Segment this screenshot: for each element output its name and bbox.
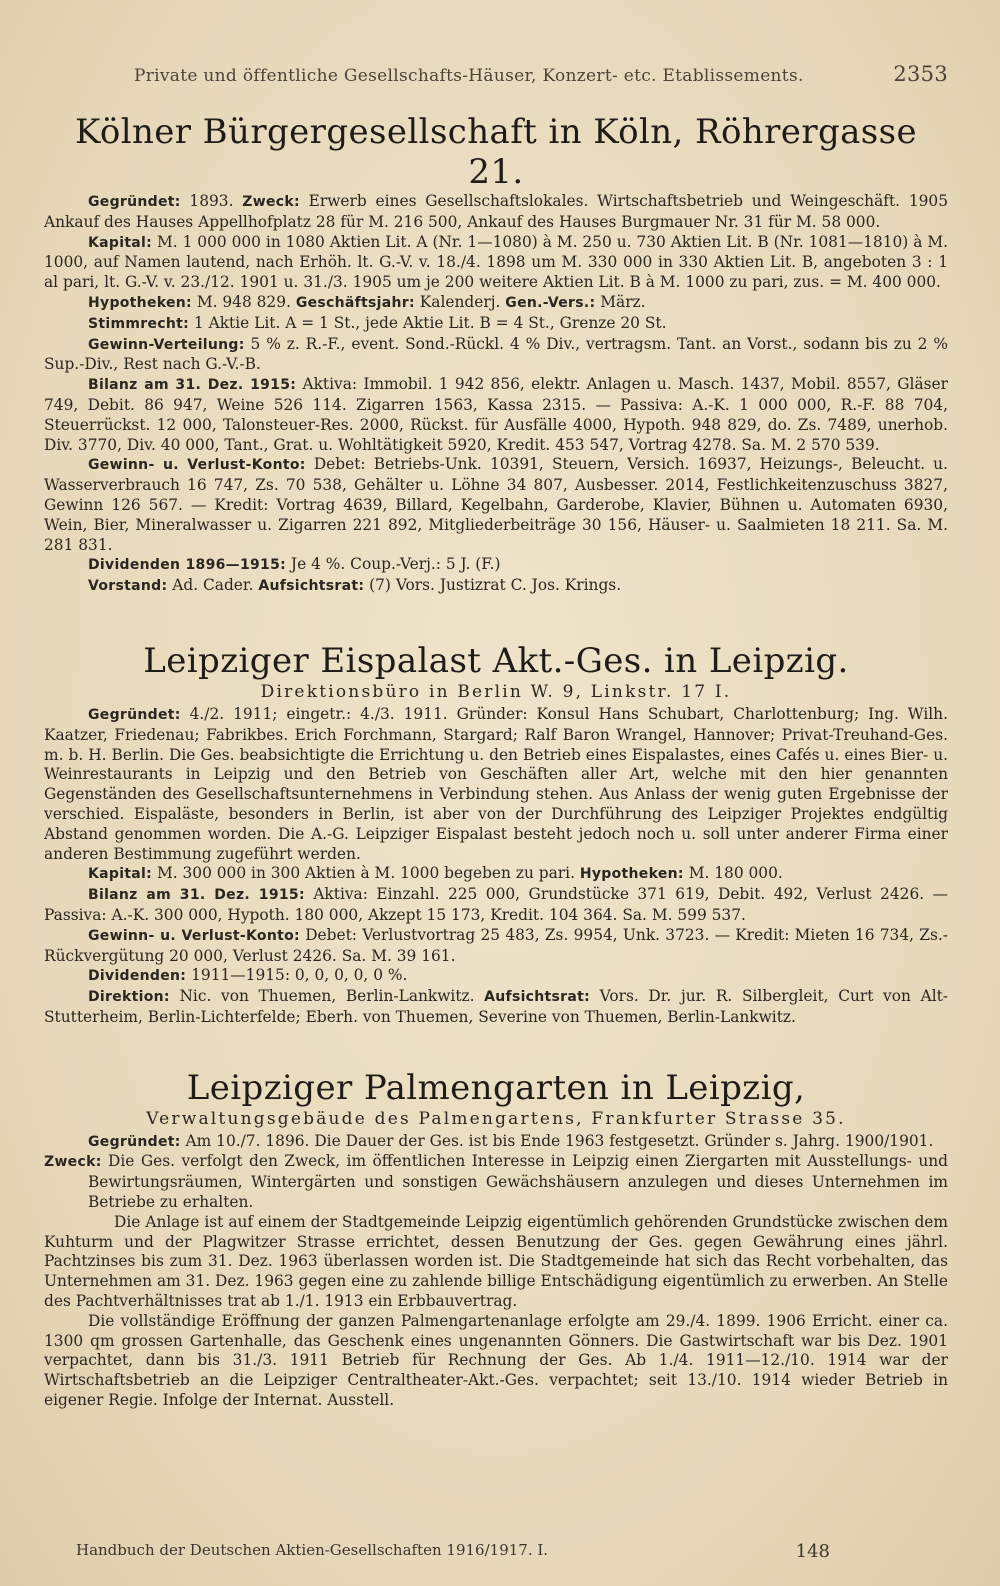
entry-direktion xyxy=(44,987,948,1028)
entry-label: Gewinn- u. Verlust-Konto: xyxy=(88,927,300,944)
section-title: Leipziger Eispalast Akt.-Ges. in Leipzig. xyxy=(143,640,849,681)
entry-text: M. 948 829. xyxy=(191,292,296,311)
entry-hypotheken xyxy=(44,293,948,314)
entry-text: (7) Vors. Justizrat C. Jos. Krings. xyxy=(364,576,622,595)
entry-bilanz xyxy=(44,375,948,455)
section-gap xyxy=(44,597,948,641)
entry-gewinn-verlust xyxy=(44,926,948,967)
entry-label: Aufsichtsrat: xyxy=(484,989,591,1006)
entry-label: Dividenden: xyxy=(88,968,187,985)
entry-kapital xyxy=(44,233,948,293)
entry-gewinn-verlust xyxy=(44,455,948,555)
entry-gewinn-verteilung xyxy=(44,335,948,376)
section-subtitle: Direktionsbüro in Berlin W. 9, Linkstr. 17 I. xyxy=(260,681,732,702)
entry-text: Erwerb eines Gesellschaftslokales. Wirtschaftsbetrieb und Weingeschäft. 1905 Ankauf des Hauses Appellhofplatz 28 für M. 216 500, Ankauf des Hauses Burgmauer Nr. 31 für M. 58 000. xyxy=(44,192,948,231)
entry-label: Hypotheken: xyxy=(88,294,192,311)
entry-label: Gegründet: xyxy=(88,194,181,210)
entry-text: M. 300 000 in 300 Aktien à M. 1000 begeben zu pari. xyxy=(152,864,580,883)
entry-text: Vors. Dr. jur. R. Silbergleit, Curt von Alt-Stutterheim, Berlin-Lichterfelde; Eberh. von Thuemen, Severine von Thuemen, Berlin-Lankwitz. xyxy=(44,987,948,1026)
entry-label: Direktion: xyxy=(88,989,170,1006)
entry-text: 1911—1915: 0, 0, 0, 0, 0 %. xyxy=(186,966,408,985)
entry-text: 1893. xyxy=(180,192,243,210)
entry-label: Gewinn-Verteilung: xyxy=(88,336,245,353)
entry-text: Kalenderj. xyxy=(414,292,506,311)
entry-label: Bilanz am 31. Dez. 1915: xyxy=(88,377,297,394)
entry-text: Ad. Cader. xyxy=(167,576,259,595)
entry-text: Debet: Verlustvortrag 25 483, Zs. 9954, Unk. 3723. — Kredit: Mieten 16 734, Zs.-Rückvergütung 20 000, Verlust 2426. Sa. M. 39 161. xyxy=(44,925,948,965)
entry-dividenden xyxy=(44,555,948,576)
paragraph-anlage: Die Anlage ist auf einem der Stadtgemeinde Leipzig eigentümlich gehörenden Grundstücke zwischen dem Kuhturm und der Plagwitzer Strasse errichtet, dessen Benutzung der Ges. gegen Gewährung eines jährl. Pachtzinses bis zum 31. Dez. 1963 überlassen worden ist. Die Stadtgemeinde hat sich das Recht vorbehalten, das Unternehmen am 31. Dez. 1963 gegen eine zu zahlende billige Entschädigung eigentümlich zu erwerben. An Stelle des Pachtverhältnisses trat ab 1./1. 1913 ein Erbbauvertrag. xyxy=(44,1212,948,1311)
entry-label: Hypotheken: xyxy=(579,866,684,883)
entry-label: Kapital: xyxy=(88,866,153,883)
entry-text: Aktiva: Immobil. 1 942 856, elektr. Anlagen u. Masch. 1437, Mobil. 8557, Gläser 749, Debit. 86 947, Weine 526 114. Zigarren 1563, Kassa 2315. — Passiva: A.-K. 1 000 000, R.-F. 88 704, Steuerrückst. 12 000, Talonsteuer-Res. 2000, Rückst. für Ausfälle 4000, Hypoth. 948 829, do. Zs. 7489, unerhob. Div. 3770, Div. 40 000, Tant., Grat. u. Wohltätigkeit 5920, Kredit. 453 547, Vortrag 4278. Sa. M. 2 570 539. xyxy=(44,375,948,454)
entry-label: Zweck: xyxy=(242,194,300,210)
entry-gegruendet-zweck xyxy=(44,192,948,233)
section-leipziger-palmengarten xyxy=(44,1068,948,1411)
entry-label: Dividenden 1896—1915: xyxy=(88,557,287,574)
entry-gegruendet xyxy=(44,705,948,864)
entry-text: Je 4 %. Coup.-Verj.: 5 J. (F.) xyxy=(286,555,501,574)
section-title: Leipziger Palmengarten in Leipzig, xyxy=(186,1067,806,1108)
entry-stimmrecht xyxy=(44,314,948,335)
paragraph-eroeffnung: Die vollständige Eröffnung der ganzen Palmengartenanlage erfolgte am 29./4. 1899. 1906 Erricht. einer ca. 1300 qm grossen Gartenhalle, das Geschenk eines ungenannten Gönners. Die Gastwirtschaft war bis Dez. 1901 verpachtet, dann bis 31./3. 1911 Betrieb für Rechnung der Ges. Ab 1./4. 1911—12./10. 1914 war der Wirtschaftsbetrieb an die Leipziger Centraltheater-Akt.-Ges. verpachtet; seit 13./10. 1914 wieder Betrieb in eigener Regie. Infolge der Internat. Ausstell. xyxy=(44,1311,948,1410)
section-koelner-buergergesellschaft xyxy=(44,112,948,597)
entry-label: Gegründet: xyxy=(88,706,181,723)
entry-label: Gewinn- u. Verlust-Konto: xyxy=(88,457,306,474)
entry-text: Am 10./7. 1896. Die Dauer der Ges. ist bis Ende 1963 festgesetzt. Gründer s. Jahrg. 1900/1901. xyxy=(180,1131,934,1150)
entry-dividenden xyxy=(44,966,948,987)
section-subtitle: Verwaltungsgebäude des Palmengartens, Frankfurter Strasse 35. xyxy=(146,1108,846,1129)
entry-text: Debet: Betriebs-Unk. 10391, Steuern, Versich. 16937, Heizungs-, Beleucht. u. Wasserverbrauch 16 747, Zs. 70 538, Gehälter u. Löhne 34 807, Ausbesser. 2014, Festlichkeitenzuschuss 3827, Gewinn 126 567. — Kredit: Vortrag 4639, Billard, Kegelbahn, Garderobe, Klavier, Bühnen u. Automaten 6930, Wein, Bier, Mineralwasser u. Zigarren 221 892, Mitgliederbeiträge 30 156, Häuser- u. Saalmieten 18 211. Sa. M. 281 831. xyxy=(44,455,948,554)
entry-label: Gegründet: xyxy=(88,1133,181,1150)
section-title: Kölner Bürgergesellschaft in Köln, Röhrergasse 21. xyxy=(74,112,918,192)
entry-label: Bilanz am 31. Dez. 1915: xyxy=(88,887,305,904)
entry-text: M. 1 000 000 in 1080 Aktien Lit. A (Nr. 1—1080) à M. 250 u. 730 Aktien Lit. B (Nr. 1081—1810) à M. 1000, auf Namen lautend, nach Erhöh. lt. G.-V. v. 18./4. 1898 um M. 330 000 in 330 Aktien Lit. B, angeboten 3 : 1 al pari, lt. G.-V. v. 23./12. 1901 u. 31./3. 1905 um je 200 weitere Aktien Lit. B à M. 1000 zu pari, zus. = M. 400 000. xyxy=(44,232,948,292)
running-title: Private und öffentliche Gesellschafts-Häuser, Konzert- etc. Etablissements. xyxy=(134,66,804,86)
page-number: 2353 xyxy=(893,62,948,86)
entry-label: Kapital: xyxy=(88,234,153,251)
entry-text: 4./2. 1911; eingetr.: 4./3. 1911. Gründer: Konsul Hans Schubart, Charlottenburg; Ing. Wilh. Kaatzer, Friedenau; Fabrikbes. Erich Forchmann, Stargard; Ralf Baron Wrangel, Hannover; Privat-Treuhand-Ges. m. b. H. Berlin. Die Ges. beabsichtigte die Errichtung u. den Betrieb eines Eispalastes, eines Cafés u. eines Bier- u. Weinrestaurants in Leipzig und den Betrieb von Geschäften aller Art, welche mit den hier genannten Gegenständen des Gesellschaftsunternehmens in Verbindung stehen. Aus Anlass der wenig guten Ergebnisse der verschied. Eispaläste, besonders in Berlin, ist aber von der Durchführung des Leipziger Projektes endgültig Abstand genommen worden. Die A.-G. Leipziger Eispalast besteht jedoch noch u. soll unter anderer Firma einer anderen Bestimmung zugeführt werden. xyxy=(44,704,948,863)
entry-text: März. xyxy=(595,292,646,311)
section-leipziger-eispalast xyxy=(44,641,948,1028)
entry-vorstand xyxy=(44,576,948,597)
entry-text: Nic. von Thuemen, Berlin-Lankwitz. xyxy=(169,987,485,1006)
entry-gegruendet xyxy=(44,1132,948,1153)
footer-publication: Handbuch der Deutschen Aktien-Gesellschaften 1916/1917. I. xyxy=(76,1541,549,1559)
entry-label: Gen.-Vers.: xyxy=(505,294,596,311)
entry-zweck xyxy=(44,1152,948,1212)
section-gap xyxy=(44,1028,948,1068)
entry-text: Aktiva: Einzahl. 225 000, Grundstücke 371 619, Debit. 492, Verlust 2426. — Passiva: A.-K. 300 000, Hypoth. 180 000, Akzept 15 173, Kredit. 104 364. Sa. M. 599 537. xyxy=(44,885,948,924)
entry-label: Aufsichtsrat: xyxy=(258,578,365,595)
running-head xyxy=(44,62,948,86)
page-footer xyxy=(76,1541,830,1562)
entry-label: Stimmrecht: xyxy=(88,315,190,332)
entry-kapital xyxy=(44,864,948,885)
entry-label: Vorstand: xyxy=(88,578,168,595)
entry-text: M. 180 000. xyxy=(683,864,783,883)
footer-sheet-number: 148 xyxy=(795,1541,830,1562)
entry-text: Die Ges. verfolgt den Zweck, im öffentlichen Interesse in Leipzig einen Ziergarten mit Ausstellungs- und Bewirtungsräumen, Wintergärten und sonstigen Gewächshäusern anzulegen und dieses Unternehmen im Betriebe zu erhalten. xyxy=(88,1152,948,1212)
entry-label: Zweck: xyxy=(44,1154,102,1171)
entry-text: 5 % z. R.-F., event. Sond.-Rückl. 4 % Div., vertragsm. Tant. an Vorst., sodann bis zu 2 % Sup.-Div., Rest nach G.-V.-B. xyxy=(44,334,948,374)
entry-bilanz xyxy=(44,885,948,926)
entry-text: 1 Aktie Lit. A = 1 St., jede Aktie Lit. B = 4 St., Grenze 20 St. xyxy=(189,313,667,332)
entry-label: Geschäftsjahr: xyxy=(295,294,415,311)
